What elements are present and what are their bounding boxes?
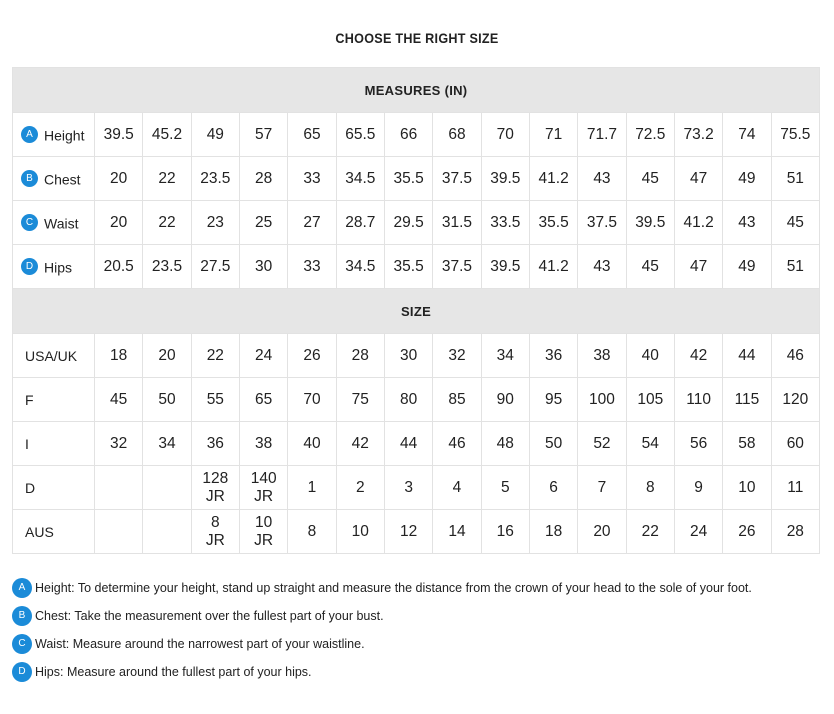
table-cell: 128 JR: [191, 466, 239, 510]
table-cell: 25: [239, 201, 287, 245]
table-cell: 8: [626, 466, 674, 510]
table-cell: 65: [239, 378, 287, 422]
table-cell: 52: [578, 422, 626, 466]
table-cell: 30: [239, 245, 287, 289]
measure-label: [13, 113, 95, 157]
table-cell: 50: [143, 378, 191, 422]
table-cell: 20: [95, 157, 143, 201]
note-item: [12, 630, 827, 658]
table-cell: 120: [771, 378, 819, 422]
table-cell: 65: [288, 113, 336, 157]
table-cell: [95, 510, 143, 554]
table-cell: 10: [336, 510, 384, 554]
table-cell: 20: [578, 510, 626, 554]
note-text: Waist: Measure around the narrowest part of your waistline.: [35, 637, 365, 651]
note-text: Height: To determine your height, stand up straight and measure the distance from the crown of your head to the sole of your foot.: [35, 581, 752, 595]
size-row-i: [13, 422, 820, 466]
table-cell: 2: [336, 466, 384, 510]
note-badge-icon: B: [12, 606, 32, 626]
table-cell: 41.2: [529, 157, 577, 201]
measure-name: Waist: [44, 214, 79, 231]
size-system-label: I: [13, 422, 95, 466]
table-cell: 40: [626, 334, 674, 378]
table-cell: 140 JR: [239, 466, 287, 510]
size-chart-table: [12, 67, 820, 554]
table-cell: 27.5: [191, 245, 239, 289]
table-cell: 23.5: [191, 157, 239, 201]
table-cell: 46: [771, 334, 819, 378]
table-cell: 34: [481, 334, 529, 378]
table-cell: 44: [723, 334, 771, 378]
measure-name: Height: [44, 126, 85, 143]
size-system-label: D: [13, 466, 95, 510]
measure-badge-icon: C: [21, 214, 38, 231]
table-cell: 90: [481, 378, 529, 422]
table-cell: 5: [481, 466, 529, 510]
table-cell: 80: [384, 378, 432, 422]
table-cell: 47: [674, 157, 722, 201]
table-cell: 39.5: [95, 113, 143, 157]
table-cell: 49: [191, 113, 239, 157]
table-cell: 32: [95, 422, 143, 466]
table-cell: 32: [433, 334, 481, 378]
table-cell: 8: [288, 510, 336, 554]
table-cell: 43: [578, 157, 626, 201]
table-cell: 38: [239, 422, 287, 466]
table-cell: 34.5: [336, 157, 384, 201]
table-cell: 42: [336, 422, 384, 466]
table-cell: 41.2: [529, 245, 577, 289]
table-cell: 34.5: [336, 245, 384, 289]
table-cell: 26: [723, 510, 771, 554]
table-cell: 54: [626, 422, 674, 466]
table-cell: 85: [433, 378, 481, 422]
note-badge-icon: A: [12, 578, 32, 598]
table-cell: 45: [626, 245, 674, 289]
table-cell: 72.5: [626, 113, 674, 157]
table-cell: 12: [384, 510, 432, 554]
table-cell: [143, 510, 191, 554]
table-cell: 74: [723, 113, 771, 157]
table-cell: 70: [481, 113, 529, 157]
table-cell: 26: [288, 334, 336, 378]
table-cell: 75.5: [771, 113, 819, 157]
table-cell: 35.5: [529, 201, 577, 245]
table-cell: 43: [578, 245, 626, 289]
size-row-aus: [13, 510, 820, 554]
table-cell: 45: [626, 157, 674, 201]
table-cell: 75: [336, 378, 384, 422]
table-cell: 46: [433, 422, 481, 466]
table-cell: 22: [143, 157, 191, 201]
table-cell: 45: [771, 201, 819, 245]
table-cell: 33: [288, 245, 336, 289]
measure-badge-icon: D: [21, 258, 38, 275]
note-text: Chest: Take the measurement over the fullest part of your bust.: [35, 609, 384, 623]
table-cell: 39.5: [481, 245, 529, 289]
table-cell: 110: [674, 378, 722, 422]
table-cell: 105: [626, 378, 674, 422]
measure-label: [13, 157, 95, 201]
size-header-row: [13, 289, 820, 334]
table-cell: 35.5: [384, 245, 432, 289]
table-cell: 39.5: [481, 157, 529, 201]
table-cell: 44: [384, 422, 432, 466]
table-cell: 29.5: [384, 201, 432, 245]
note-badge-icon: D: [12, 662, 32, 682]
table-cell: 57: [239, 113, 287, 157]
table-cell: 22: [626, 510, 674, 554]
measures-header: MEASURES (IN): [13, 68, 820, 113]
table-cell: 23: [191, 201, 239, 245]
page-title: CHOOSE THE RIGHT SIZE: [335, 30, 499, 46]
note-item: [12, 574, 827, 602]
table-cell: 43: [723, 201, 771, 245]
table-cell: 20: [143, 334, 191, 378]
table-cell: 40: [288, 422, 336, 466]
table-cell: 37.5: [578, 201, 626, 245]
table-cell: 7: [578, 466, 626, 510]
table-cell: 36: [191, 422, 239, 466]
table-cell: 18: [95, 334, 143, 378]
table-cell: 60: [771, 422, 819, 466]
size-header: SIZE: [13, 289, 820, 334]
table-cell: 23.5: [143, 245, 191, 289]
measure-name: Hips: [44, 258, 73, 275]
table-cell: 38: [578, 334, 626, 378]
table-cell: [143, 466, 191, 510]
measure-badge-icon: A: [21, 126, 38, 143]
size-row-d: [13, 466, 820, 510]
table-cell: 10 JR: [239, 510, 287, 554]
table-cell: 24: [674, 510, 722, 554]
table-cell: 36: [529, 334, 577, 378]
table-cell: 70: [288, 378, 336, 422]
measure-row-hips: [13, 245, 820, 289]
table-cell: 51: [771, 157, 819, 201]
measure-row-chest: [13, 157, 820, 201]
table-cell: 28.7: [336, 201, 384, 245]
table-cell: 20: [95, 201, 143, 245]
table-cell: 95: [529, 378, 577, 422]
table-cell: 14: [433, 510, 481, 554]
measure-name: Chest: [44, 170, 81, 187]
table-cell: 22: [191, 334, 239, 378]
table-cell: 4: [433, 466, 481, 510]
size-row-usa-uk: [13, 334, 820, 378]
note-badge-icon: C: [12, 634, 32, 654]
table-cell: 37.5: [433, 157, 481, 201]
table-cell: 65.5: [336, 113, 384, 157]
table-cell: 33: [288, 157, 336, 201]
table-cell: 9: [674, 466, 722, 510]
measure-badge-icon: B: [21, 170, 38, 187]
size-system-label: USA/UK: [13, 334, 95, 378]
measure-row-waist: [13, 201, 820, 245]
note-text: Hips: Measure around the fullest part of your hips.: [35, 665, 312, 679]
table-cell: 115: [723, 378, 771, 422]
table-cell: 27: [288, 201, 336, 245]
size-system-label: F: [13, 378, 95, 422]
table-cell: 3: [384, 466, 432, 510]
table-cell: 58: [723, 422, 771, 466]
table-cell: 51: [771, 245, 819, 289]
table-cell: 8 JR: [191, 510, 239, 554]
table-cell: 31.5: [433, 201, 481, 245]
table-cell: 33.5: [481, 201, 529, 245]
table-cell: 49: [723, 245, 771, 289]
table-cell: 73.2: [674, 113, 722, 157]
table-cell: 20.5: [95, 245, 143, 289]
size-system-label: AUS: [13, 510, 95, 554]
note-item: [12, 602, 827, 630]
table-cell: 42: [674, 334, 722, 378]
table-cell: [95, 466, 143, 510]
table-cell: 24: [239, 334, 287, 378]
table-cell: 41.2: [674, 201, 722, 245]
table-cell: 37.5: [433, 245, 481, 289]
table-cell: 66: [384, 113, 432, 157]
table-cell: 11: [771, 466, 819, 510]
table-cell: 35.5: [384, 157, 432, 201]
table-cell: 56: [674, 422, 722, 466]
table-cell: 71.7: [578, 113, 626, 157]
table-cell: 16: [481, 510, 529, 554]
table-cell: 55: [191, 378, 239, 422]
table-cell: 28: [771, 510, 819, 554]
measure-row-height: [13, 113, 820, 157]
table-cell: 39.5: [626, 201, 674, 245]
table-cell: 68: [433, 113, 481, 157]
table-cell: 71: [529, 113, 577, 157]
table-cell: 48: [481, 422, 529, 466]
measurement-notes: [12, 574, 827, 686]
measure-label: [13, 201, 95, 245]
table-cell: 49: [723, 157, 771, 201]
table-cell: 6: [529, 466, 577, 510]
table-cell: 47: [674, 245, 722, 289]
note-item: [12, 658, 827, 686]
measure-label: [13, 245, 95, 289]
measures-header-row: [13, 68, 820, 113]
table-cell: 100: [578, 378, 626, 422]
table-cell: 30: [384, 334, 432, 378]
table-cell: 22: [143, 201, 191, 245]
table-cell: 28: [336, 334, 384, 378]
size-row-f: [13, 378, 820, 422]
table-cell: 45.2: [143, 113, 191, 157]
table-cell: 10: [723, 466, 771, 510]
table-cell: 34: [143, 422, 191, 466]
table-cell: 1: [288, 466, 336, 510]
table-cell: 28: [239, 157, 287, 201]
table-cell: 45: [95, 378, 143, 422]
table-cell: 18: [529, 510, 577, 554]
table-cell: 50: [529, 422, 577, 466]
